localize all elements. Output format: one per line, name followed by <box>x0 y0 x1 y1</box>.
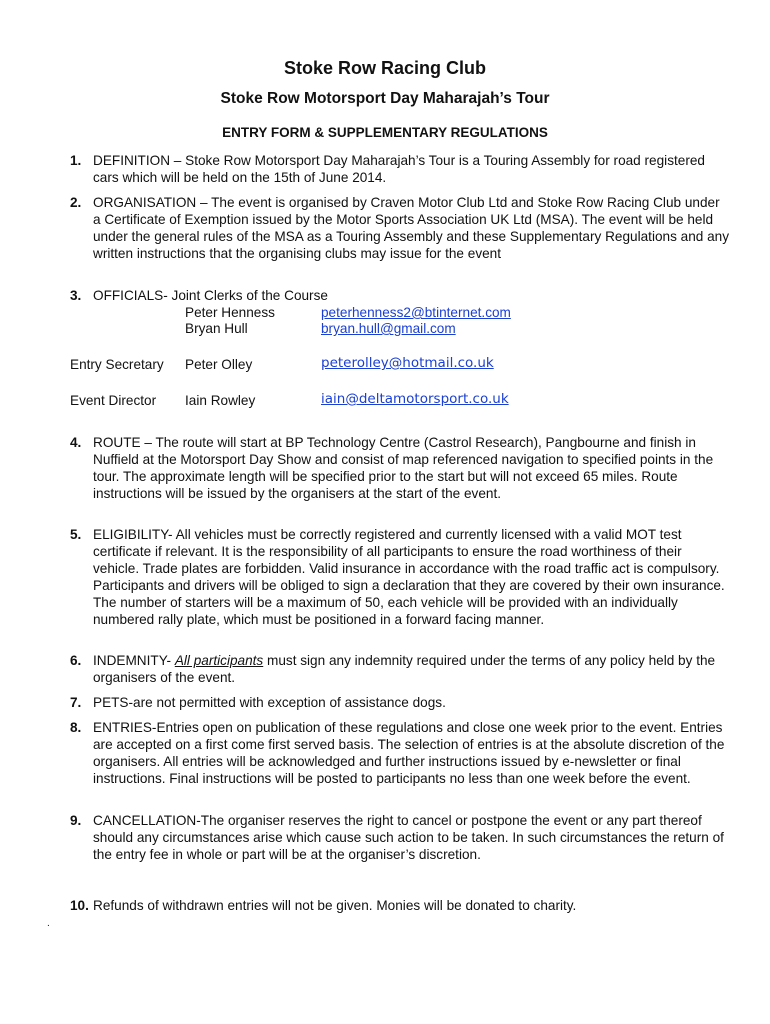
club-title: Stoke Row Racing Club <box>283 58 487 78</box>
secretary-name: Peter Olley <box>185 357 253 372</box>
item-rest: must sign any indemnity required under the terms of any policy held by the organisers of the event. <box>93 653 716 685</box>
item-number: 5. <box>70 527 82 542</box>
event-title: Stoke Row Motorsport Day Maharajah’s Tour <box>220 90 550 107</box>
item-prefix: INDEMNITY- <box>93 653 175 668</box>
regulation-item-5 <box>70 526 730 628</box>
regulation-item-1 <box>70 152 730 186</box>
clerk1-email-link[interactable]: peterhenness2@btinternet.com <box>321 305 511 320</box>
secretary-role: Entry Secretary <box>70 357 164 372</box>
clerk2-email-link[interactable]: bryan.hull@gmail.com <box>321 321 456 336</box>
director-role: Event Director <box>70 393 157 408</box>
item-number: 3. <box>70 288 82 303</box>
item-text: CANCELLATION-The organiser reserves the right to cancel or postpone the event or any part thereof should any circumstances arise which cause such action to be taken. In such circumstances the return of the entry fee in whole or part will be at the organiser’s discretion. <box>93 813 724 862</box>
item-text: Refunds of withdrawn entries will not be given. Monies will be donated to charity. <box>93 898 577 913</box>
item-number: 2. <box>70 195 82 210</box>
item-text: ORGANISATION – The event is organised by Craven Motor Club Ltd and Stoke Row Racing Club under a Certificate of Exemption issued by the Motor Sports Association UK Ltd (MSA). The event will be held under the general rules of the MSA as a Touring Assembly and these Supplementary Regulations and any written instructions that the organising clubs may issue for the event <box>93 195 730 261</box>
item-number: 1. <box>70 153 82 168</box>
item-text: ENTRIES-Entries open on publication of these regulations and close one week prior to the event. Entries are accepted on a first come first served basis. The selection of entries is at the absolute discretion of the organisers. All entries will be acknowledged and further instructions issued by e-newsletter or final instructions. Final instructions will be posted to participants no less than one week before the event. <box>93 720 725 786</box>
regulation-item-4 <box>70 434 730 502</box>
item-text: OFFICIALS- Joint Clerks of the Course <box>93 288 328 303</box>
item-number: 4. <box>70 435 82 450</box>
regulation-item-3 <box>70 287 730 304</box>
regulation-item-9 <box>70 812 730 863</box>
director-name: Iain Rowley <box>185 393 256 408</box>
regulation-item-2 <box>70 194 730 262</box>
emphasis-text: All participants <box>174 653 264 668</box>
item-text <box>93 652 730 686</box>
clerk1-name: Peter Henness <box>185 305 275 320</box>
item-text: ELIGIBILITY- All vehicles must be correctly registered and currently licensed with a valid MOT test certificate if relevant. It is the responsibility of all participants to ensure the road worthiness of their vehicle. Trade plates are forbidden. Valid insurance in accordance with the road traffic act is compulsory. Participants and drivers will be obliged to sign a declaration that they are covered by their own insurance. The number of starters will be a maximum of 50, each vehicle will be provided with an individually numbered rally plate, which must be positioned in a forward facing manner. <box>93 527 725 627</box>
secretary-email-link[interactable]: peterolley@hotmail.co.uk <box>321 355 494 371</box>
item-number: 9. <box>70 813 82 828</box>
item-number: 10. <box>70 898 89 913</box>
regulation-item-10 <box>70 897 730 914</box>
director-email-link[interactable]: iain@deltamotorsport.co.uk <box>321 391 509 407</box>
item-text: ROUTE – The route will start at BP Technology Centre (Castrol Research), Pangbourne and finish in Nuffield at the Motorsport Day Show and consist of map referenced navigation to specified points in the tour. The approximate length will be specified prior to the start but will not exceed 65 miles. Route instructions will be issued by the organisers at the start of the event. <box>93 435 714 501</box>
item-number: 7. <box>70 695 82 710</box>
regulation-item-8 <box>70 719 730 787</box>
item-text: PETS-are not permitted with exception of assistance dogs. <box>93 695 446 710</box>
regulation-item-7 <box>70 694 730 711</box>
item-text: DEFINITION – Stoke Row Motorsport Day Maharajah’s Tour is a Touring Assembly for road registered cars which will be held on the 15th of June 2014. <box>93 153 705 185</box>
footer-mark: . <box>47 918 50 929</box>
clerk2-name: Bryan Hull <box>185 321 248 336</box>
item-number: 6. <box>70 653 82 668</box>
item-number: 8. <box>70 720 82 735</box>
regulation-item-6 <box>70 652 730 686</box>
form-title: ENTRY FORM & SUPPLEMENTARY REGULATIONS <box>222 125 548 140</box>
